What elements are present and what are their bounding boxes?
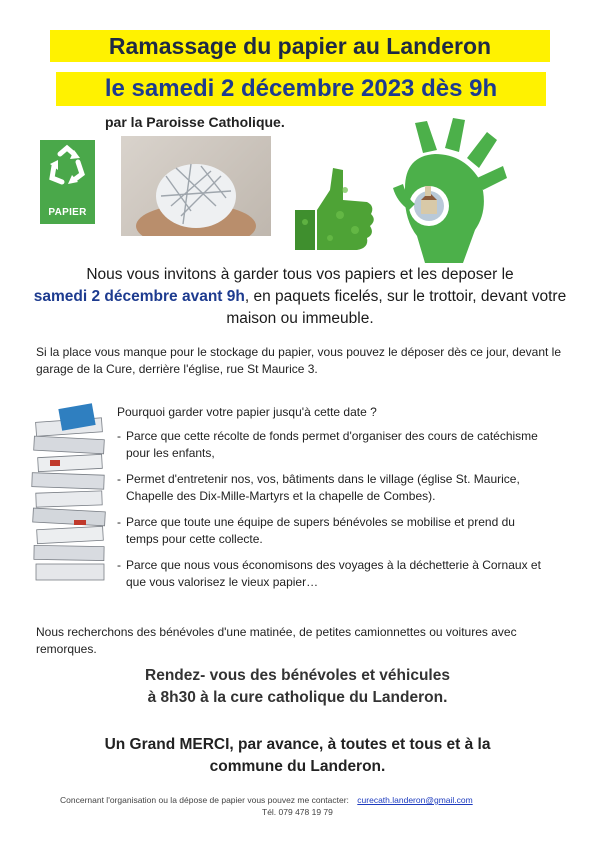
- shredded-paper-photo: [121, 136, 271, 236]
- thanks-message: [40, 734, 555, 778]
- meeting-point: [60, 665, 535, 709]
- ok-hand-icon: [385, 118, 510, 263]
- recycle-label: PAPIER: [48, 207, 87, 218]
- invite-part-1: Nous vous invitons à garder tous vos papiers et les deposer le: [86, 266, 514, 283]
- contact-phone: Tél. 079 478 19 79: [262, 807, 333, 817]
- reasons-list: [117, 428, 547, 600]
- meeting-line-1: Rendez- vous des bénévoles et véhicules: [145, 667, 450, 684]
- recycle-icon: [40, 140, 95, 200]
- why-question: Pourquoi garder votre papier jusqu'à cette date ?: [117, 405, 377, 419]
- title-line-1: Ramassage du papier au Landeron: [50, 30, 550, 62]
- recycle-paper-logo: [40, 140, 95, 224]
- contact-text: Concernant l'organisation ou la dépose de papier vous pouvez me contacter:: [60, 795, 349, 805]
- meeting-line-2: à 8h30 à la cure catholique du Landeron.: [147, 689, 448, 706]
- invite-part-2: , en paquets ficelés, sur le trottoir, devant votre maison ou immeuble.: [226, 288, 567, 327]
- contact-line: [60, 795, 560, 806]
- storage-info-paragraph: Si la place vous manque pour le stockage du papier, vous pouvez le déposer dès ce jour, devant le garage de la Cure, derrière l'église, rue St Maurice 3.: [36, 345, 562, 376]
- invite-date-highlight: samedi 2 décembre avant 9h: [33, 288, 245, 305]
- reason-item: - Parce que nous vous économisons des voyages à la déchetterie à Cornaux et que vous valorisez le vieux papier…: [117, 557, 547, 591]
- reason-item: - Permet d'entretenir nos, vos, bâtiments dans le village (église St. Maurice, Chapelle des Dix-Mille-Martyrs et la chapelle de Combes).: [117, 471, 547, 505]
- contact-email-link[interactable]: curecath.landeron@gmail.com: [357, 795, 473, 805]
- title-line-2: le samedi 2 décembre 2023 dès 9h: [56, 72, 546, 106]
- reason-item: - Parce que toute une équipe de supers bénévoles se mobilise et prend du temps pour cette collecte.: [117, 514, 547, 548]
- thumbs-up-icon: [285, 160, 380, 255]
- paper-stack-photo: [30, 400, 110, 590]
- organizer-line: par la Paroisse Catholique.: [105, 114, 285, 130]
- thanks-line-2: commune du Landeron.: [209, 758, 386, 775]
- invitation-paragraph: [30, 264, 570, 330]
- thanks-line-1: Un Grand MERCI, par avance, à toutes et tous et à la: [104, 736, 491, 753]
- volunteers-wanted-paragraph: Nous recherchons des bénévoles d'une matinée, de petites camionnettes ou voitures avec remorques.: [36, 625, 517, 656]
- reason-item: - Parce que cette récolte de fonds permet d'organiser des cours de catéchisme pour les enfants,: [117, 428, 547, 462]
